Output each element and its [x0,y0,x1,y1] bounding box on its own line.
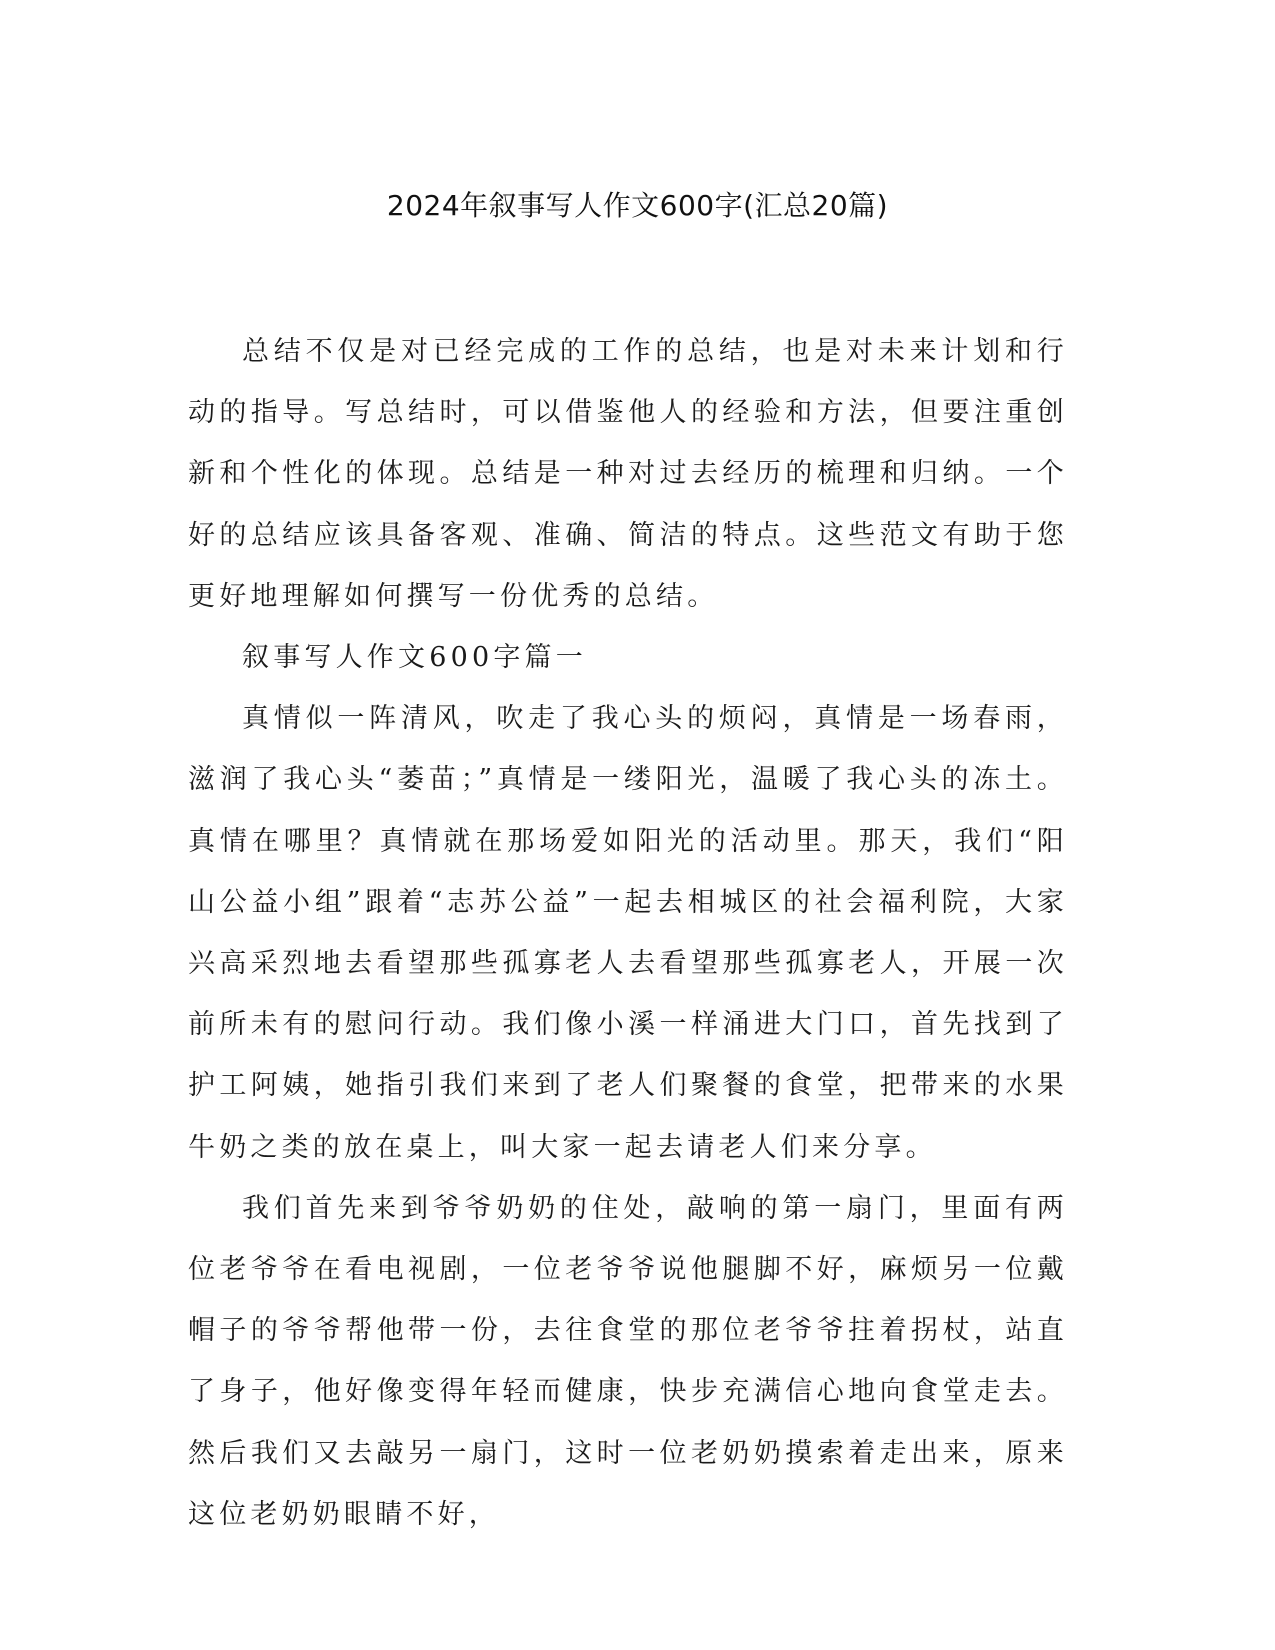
body-paragraph: 真情似一阵清风，吹走了我心头的烦闷，真情是一场春雨，滋润了我心头“萎苗；”真情是一缕阳光，温暖了我心头的冻土。真情在哪里？真情就在那场爱如阳光的活动里。那天，我们“阳山公益小组”跟着“志苏公益”一起去相城区的社会福利院，大家兴高采烈地去看望那些孤寡老人去看望那些孤寡老人，开展一次前所未有的慰问行动。我们像小溪一样涌进大门口，首先找到了护工阿姨，她指引我们来到了老人们聚餐的食堂，把带来的水果牛奶之类的放在桌上，叫大家一起去请老人们来分享。 [188,703,1068,1163]
body-paragraph: 我们首先来到爷爷奶奶的住处，敲响的第一扇门，里面有两位老爷爷在看电视剧，一位老爷爷说他腿脚不好，麻烦另一位戴帽子的爷爷帮他带一份，去往食堂的那位老爷爷拄着拐杖，站直了身子，他好像变得年轻而健康，快步充满信心地向食堂走去。然后我们又去敲另一扇门，这时一位老奶奶摸索着走出来，原来这位老奶奶眼睛不好， [188,1192,1068,1530]
document-body [188,321,1068,1545]
intro-paragraph: 总结不仅是对已经完成的工作的总结，也是对未来计划和行动的指导。写总结时，可以借鉴他人的经验和方法，但要注重创新和个性化的体现。总结是一种对过去经历的梳理和归纳。一个好的总结应该具备客观、准确、简洁的特点。这些范文有助于您更好地理解如何撰写一份优秀的总结。 [188,336,1068,612]
section-heading: 叙事写人作文600字篇一 [242,642,587,674]
document-title: 2024年叙事写人作文600字(汇总20篇) [386,189,889,222]
